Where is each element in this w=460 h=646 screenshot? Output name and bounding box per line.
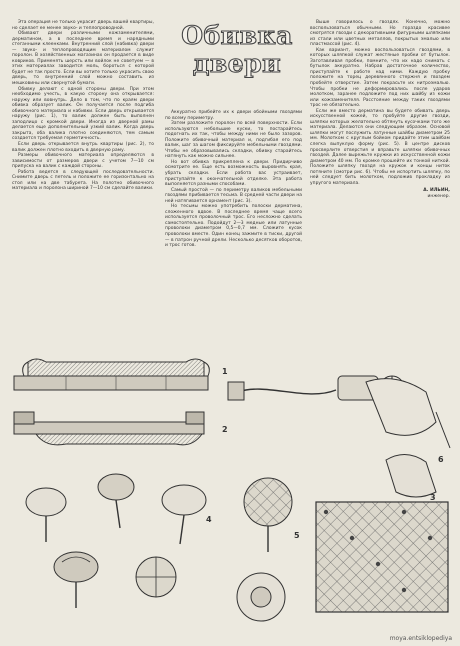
paragraph: Размеры обивочного материала определяются в зависимости от размеров двери с учетом 7—10 см припуска на валик с каждой стороны. xyxy=(12,153,154,170)
article-column-3 xyxy=(310,20,450,340)
paragraph: Обивают двери различными кожзаменителями, дерматином, а в последнее время и нарядными стеганными клеенками. Внутренний слой (набивка) двери — звуко- и теплопроводящим материалом служит поролон. В хозяйственных магазинах он продается в виде ковриков. Применять шерсть или войлок не советуем — в этих материалах заводится моль, бороться с которой будет не так просто. Если вы хотите только украсить свою дверь, то внутренний слой можно составить из мешковины или свернутой бумаги. xyxy=(12,31,154,87)
article-title xyxy=(178,14,296,86)
article-column-1 xyxy=(12,20,154,350)
article-column-2 xyxy=(165,110,302,340)
author-role: инженер. xyxy=(427,193,450,199)
figure-6-label: 6 xyxy=(438,455,444,464)
paragraph: Если дверь открывается внутрь квартиры (рис. 2), то валик должен плотно входить в дверную раму. xyxy=(12,142,154,153)
figure-2-label: 2 xyxy=(222,425,228,434)
figure-1-label: 1 xyxy=(222,367,228,376)
figure-2-door-edge xyxy=(14,412,228,445)
paragraph: Затем разложите поролон по всей поверхности. Если используются небольшие куски, то постарайтесь подогнать их так, чтобы между ними не было зазоров. Положите обивочный материал и, подгибая его под валик, шаг за шагом фиксируйте мебельными гвоздями. Чтобы не образовывались складки, обивку старайтесь натянуть как можно сильнее. xyxy=(165,121,302,160)
figure-4-label: 4 xyxy=(206,515,212,524)
figure-6-sewing xyxy=(366,379,450,464)
paragraph: Выше говорилось о гвоздях. Конечно, можно воспользоваться обычными. Но гораздо красивее смотрятся гвозди с декоративными фигурными шляпками из стали или цветных металлов, покрытых эмалью или пластмассой (рис. 4). xyxy=(310,20,450,48)
illustrations xyxy=(6,352,454,638)
paragraph: Работа ведется в следующей последовательности. Снимите дверь с петель и положите ее горизонтально на стол или на две табурета. На полотно обивочного материала и поролона шириной 7—10 см сделайте валики. xyxy=(12,169,154,192)
title-line-1: Обивка xyxy=(181,21,293,50)
title-line-2: двери xyxy=(192,49,282,78)
author-signature: А. ИЛЬИН, xyxy=(423,188,450,194)
figure-5-covered-cap xyxy=(237,478,300,621)
paragraph: Эта операция не только украсит дверь вашей квартиры, но сделает ее менее звуко- и теплопроводной. xyxy=(12,20,154,31)
figure-5-label: 5 xyxy=(294,531,300,540)
paragraph: Если же вместо дерматина вы будете обивать дверь искусственной кожей, то пробуйте другие гвозди, шляпки которых желательно обтянуть кусочками того же материала. Делаются они следующим образом. Основой шляпки могут послужить латунные шайбы диаметром 25 мм. Молотком с круглым бойком придайте этим шайбам слегка выпуклую форму (рис. 5). В центре дисков просверлите отверстия и вправьте шляпки обивочных гвоздей. Далее вырежьте кружки из искусственной кожи диаметром 40 мм. По кромке прошейте их тонкой ниткой. Положите шляпку гвоздя на кружок и концы ниток потяните (смотри рис. 6). Чтобы не испортить шляпку, по ней следует бить молотком, подложив прокладку из упругого материала. xyxy=(310,108,450,186)
paragraph: Аккуратно прибейте их к двери обойными гвоздями по всему периметру. xyxy=(165,110,302,121)
figure-3-quilted-pattern xyxy=(316,454,448,612)
paragraph: Обивку делают с одной стороны двери. При этом необходимо учесть, в какую сторону она открывается: наружу или вовнутрь. Дело в том, что по краям двери обивка образует валик. Он получается после подгиба обивочного материала и набивки. Если дверь открывается наружу (рис. 1), то валик должен быть выполнен заподлицо с кромкой двери. Иногда из дверной рамы делается еще дополнительный узкий валик. Когда дверь закрыта, оба валика плотно соединяются, тем самым создается требуемая герметичность. xyxy=(12,86,154,142)
paragraph: Самый простой — по периметру валиков мебельными гвоздями прибивается тесьма. В средней части двери на ней натягивается орнамент (рис. 3). xyxy=(165,187,302,204)
paragraph: Но тесьмы можно употребить полоски дерматина, сложенного вдвое. В последнее время чаще всего используется проволочный трос. Его несложно сделать самостоятельно. Подойдут 2—3 медные или латунные проволоки диаметром 0,5—0,7 мм. Сложите кусок проволоки вместе. Один конец зажмите в тиски, другой — в патрон ручной дрели. Несколько десятков оборотов, и трос готов. xyxy=(165,204,302,249)
watermark: moya.entsiklopediya xyxy=(389,635,452,642)
figure-1-door-edge xyxy=(14,359,228,390)
figure-4-decorative-nails xyxy=(26,474,212,608)
paragraph: Как вариант, можно воспользоваться гвоздями, в которых шляпкой служат жестяные пробки от бутылок. Заготавливая пробки, помните, что их надо снимать с бутылок аккуратно. Набрав достаточное количество, приступайте к работе над ними. Каждую пробку положите на торец деревянного стержня и гвоздем пробейте отверстие. Затем покрасьте их нитроэмалью. Чтобы пробки не деформировались после ударов молотком, заранее подложите под них шайбу из кожи или кожзаменителя. Расстояние между таких гвоздями трос не обязательно. xyxy=(310,47,450,109)
figure-3-label: 3 xyxy=(430,493,436,502)
figures-drawing xyxy=(6,352,454,638)
paragraph: Но вот обивка прикреплена к двери. Придирчиво осмотрите ее. Еще есть возможность выровнять края, убрать складки. Если работа вас устраивает, приступайте к окончательной отделке. Эта работа выполняется разными способами. xyxy=(165,159,302,188)
